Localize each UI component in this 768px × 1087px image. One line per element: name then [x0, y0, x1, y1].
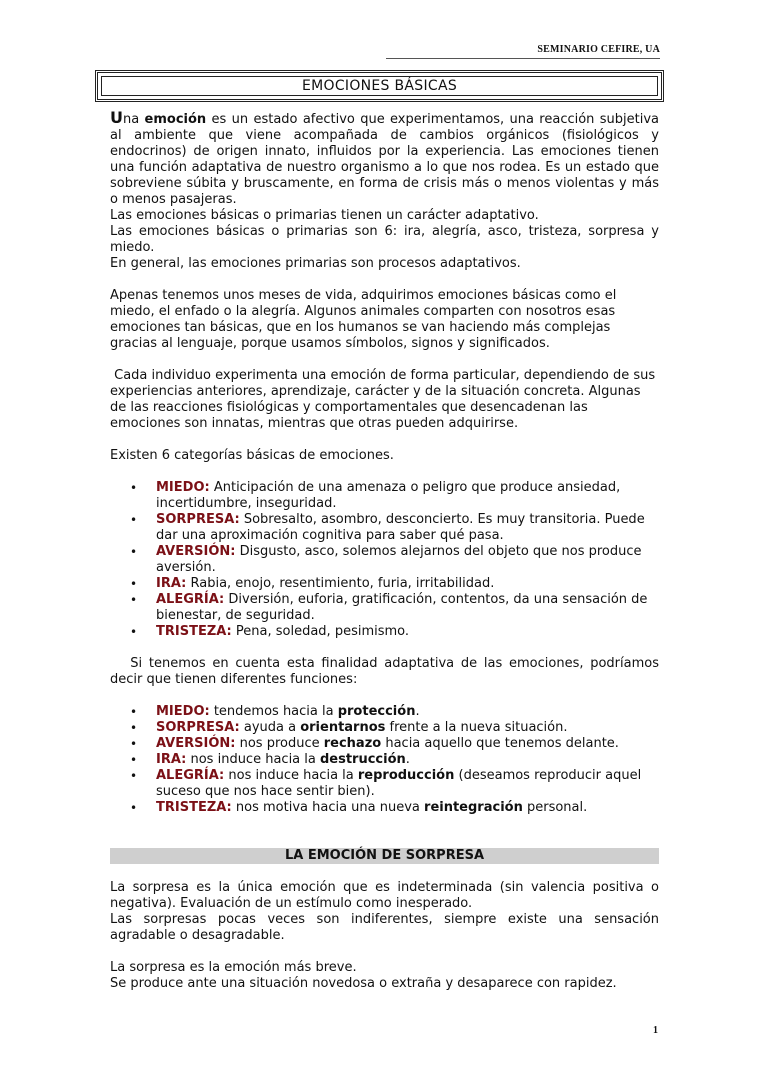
- list-item: [110, 592, 659, 624]
- bullet: •: [130, 593, 138, 607]
- function-term: MIEDO:: [156, 704, 210, 719]
- category-term: TRISTEZA:: [156, 624, 232, 639]
- function-pre: nos motiva hacia una nueva: [231, 800, 425, 815]
- function-term: IRA:: [156, 752, 187, 767]
- intro-paragraph: [110, 110, 659, 208]
- function-pre: nos induce hacia la: [186, 752, 320, 767]
- list-item: [110, 800, 659, 816]
- functions-list: [110, 704, 659, 816]
- category-term: AVERSIÓN:: [156, 544, 236, 559]
- bullet: •: [130, 721, 138, 735]
- intro-line-3: Las emociones básicas o primarias son 6: ira, alegría, asco, tristeza, sorpresa y miedo.: [110, 224, 659, 255]
- list-item: [110, 752, 659, 768]
- bullet: •: [130, 705, 138, 719]
- intro-line-2: Las emociones básicas o primarias tienen un carácter adaptativo.: [110, 208, 539, 223]
- list-item: [110, 624, 659, 640]
- function-strong: reproducción: [357, 768, 455, 783]
- function-term: AVERSIÓN:: [156, 736, 236, 751]
- bullet: •: [130, 481, 138, 495]
- function-term: TRISTEZA:: [156, 800, 232, 815]
- page-number: 1: [653, 1025, 658, 1036]
- category-text: Sobresalto, asombro, desconcierto. Es muy transitoria. Puede dar una aproximación cognitiva para saber qué pasa.: [156, 512, 645, 543]
- category-text: Pena, soledad, pesimismo.: [231, 624, 410, 639]
- list-item: [110, 576, 659, 592]
- function-strong: reintegración: [424, 800, 523, 815]
- category-text: Anticipación de una amenaza o peligro que produce ansiedad, incertidumbre, inseguridad.: [156, 480, 621, 511]
- bullet: •: [130, 769, 138, 783]
- categories-intro: Existen 6 categorías básicas de emociones.: [110, 448, 394, 463]
- intro-term: emoción: [144, 112, 207, 127]
- document-body: [110, 108, 664, 992]
- section-title-bar: [110, 848, 659, 864]
- list-item: [110, 720, 659, 736]
- function-term: SORPRESA:: [156, 720, 240, 735]
- bullet: •: [130, 753, 138, 767]
- surprise-paragraph-1a: La sorpresa es la única emoción que es indeterminada (sin valencia positiva o negativa). Evaluación de un estímulo como inesperado.: [110, 880, 659, 911]
- functions-intro: Si tenemos en cuenta esta finalidad adaptativa de las emociones, podríamos decir que tienen diferentes funciones:: [110, 656, 664, 687]
- document-header: SEMINARIO CEFIRE, UA: [537, 44, 660, 55]
- bullet: •: [130, 513, 138, 527]
- intro-line-4: En general, las emociones primarias son procesos adaptativos.: [110, 256, 521, 271]
- bullet: •: [130, 625, 138, 639]
- intro-text: es un estado afectivo que experimentamos, una reacción subjetiva al ambiente que viene acompañada de cambios orgánicos (fisiológicos y endocrinos) de origen innato, influidos por la experiencia. Las emociones tienen una función adaptativa de nuestro organismo a lo que nos rodea. Es un estado que sobreviene súbita y bruscamente, en forma de crisis más o menos violentas y más o menos pasajeras.: [110, 112, 659, 207]
- title-box: [95, 70, 664, 102]
- function-post: hacia aquello que tenemos delante.: [381, 736, 619, 751]
- function-strong: orientarnos: [300, 720, 386, 735]
- list-item: [110, 736, 659, 752]
- bullet: •: [130, 737, 138, 751]
- drop-letter: U: [110, 108, 123, 127]
- list-item: [110, 704, 659, 720]
- function-pre: tendemos hacia la: [209, 704, 338, 719]
- category-term: SORPRESA:: [156, 512, 240, 527]
- paragraph-3: Cada individuo experimenta una emoción de forma particular, dependiendo de sus experiencias anteriores, aprendizaje, carácter y de la situación concreta. Algunas de las reacciones fisiológicas y comportamentales que desencadenan las emociones son innatas, mientras que otras pueden adquirirse.: [110, 368, 660, 431]
- surprise-paragraph-2a: La sorpresa es la emoción más breve.: [110, 960, 357, 975]
- function-pre: ayuda a: [239, 720, 301, 735]
- function-post: .: [405, 752, 410, 767]
- document-title: EMOCIONES BÁSICAS: [301, 78, 458, 94]
- function-post: (deseamos reproducir aquel suceso que nos hace sentir bien).: [156, 768, 642, 799]
- paragraph-2: Apenas tenemos unos meses de vida, adquirimos emociones básicas como el miedo, el enfado o la alegría. Algunos animales comparten con nosotros esas emociones tan básicas, que en los humanos se van haciendo más complejas gracias al lenguaje, porque usamos símbolos, signos y significados.: [110, 288, 617, 351]
- list-item: [110, 512, 659, 544]
- function-post: personal.: [522, 800, 588, 815]
- function-post: frente a la nueva situación.: [385, 720, 568, 735]
- title-inner-frame: [101, 76, 658, 96]
- header-rule: [386, 58, 660, 59]
- function-pre: nos produce: [235, 736, 324, 751]
- function-post: .: [415, 704, 420, 719]
- function-term: ALEGRÍA:: [156, 768, 225, 783]
- section-title: LA EMOCIÓN DE SORPRESA: [284, 848, 485, 863]
- list-item: [110, 480, 659, 512]
- function-pre: nos induce hacia la: [224, 768, 358, 783]
- list-item: [110, 768, 659, 800]
- category-term: IRA:: [156, 576, 187, 591]
- category-term: MIEDO:: [156, 480, 210, 495]
- category-text: Diversión, euforia, gratificación, contentos, da una sensación de bienestar, de seguridad.: [156, 592, 648, 623]
- bullet: •: [130, 577, 138, 591]
- intro-lead: na: [123, 112, 145, 127]
- function-strong: rechazo: [323, 736, 382, 751]
- category-term: ALEGRÍA:: [156, 592, 225, 607]
- category-text: Disgusto, asco, solemos alejarnos del objeto que nos produce aversión.: [156, 544, 642, 575]
- bullet: •: [130, 801, 138, 815]
- list-item: [110, 544, 659, 576]
- function-strong: destrucción: [319, 752, 406, 767]
- surprise-paragraph-1b: Las sorpresas pocas veces son indiferentes, siempre existe una sensación agradable o desagradable.: [110, 912, 659, 943]
- categories-list: [110, 480, 659, 640]
- category-text: Rabia, enojo, resentimiento, furia, irritabilidad.: [186, 576, 495, 591]
- bullet: •: [130, 545, 138, 559]
- function-strong: protección: [337, 704, 416, 719]
- surprise-paragraph-2b: Se produce ante una situación novedosa o extraña y desaparece con rapidez.: [110, 976, 617, 991]
